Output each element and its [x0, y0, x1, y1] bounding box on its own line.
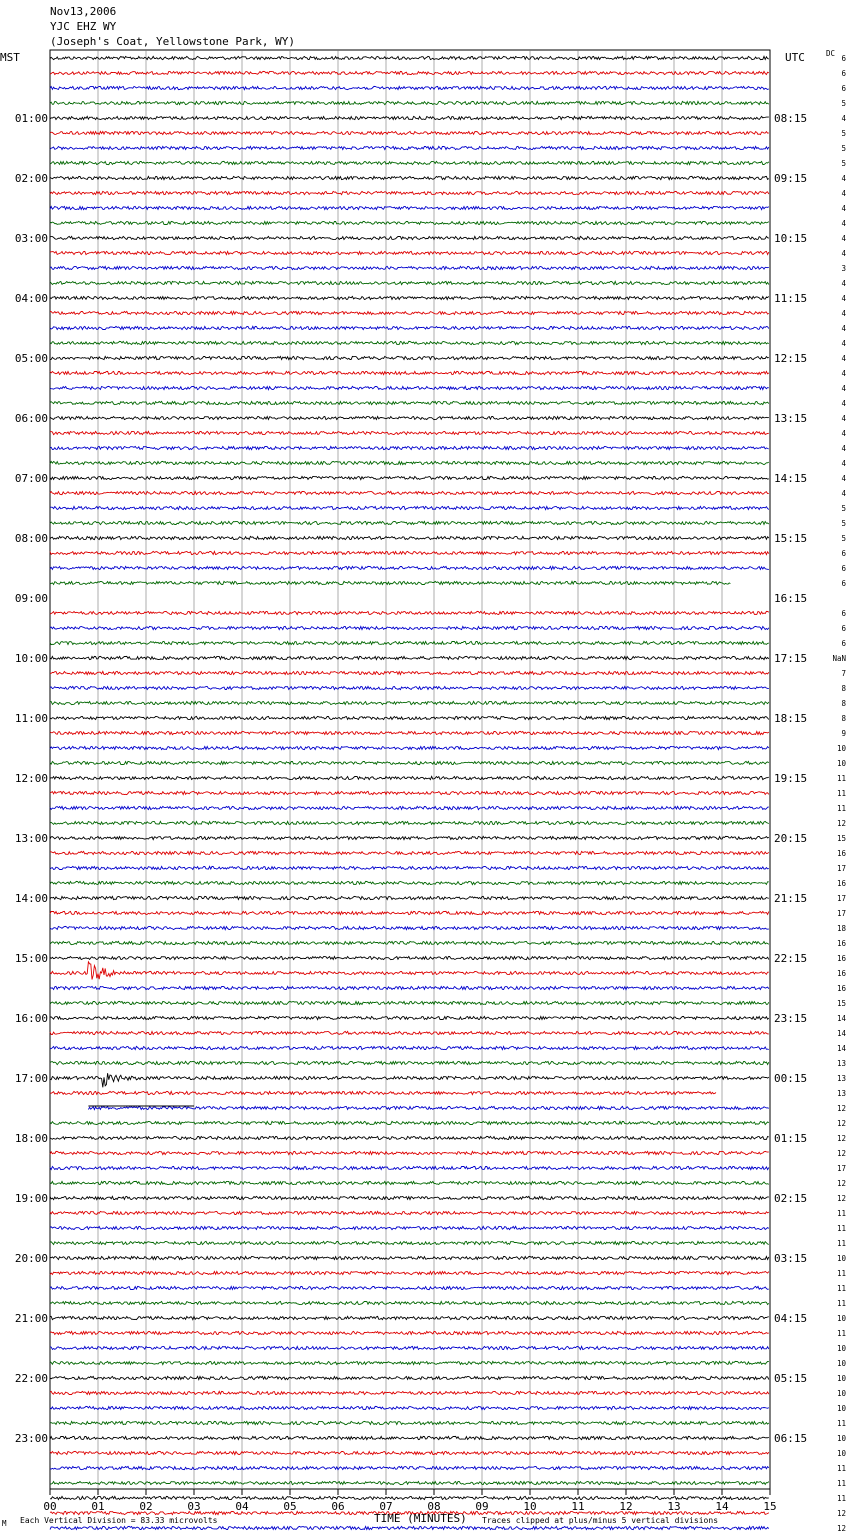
trace-line-35	[50, 581, 730, 584]
clip-note: Traces clipped at plus/minus 5 vertical divisions	[482, 1516, 719, 1525]
left-hour-label-04:00: 04:00	[14, 292, 48, 305]
dc-offset-label-46: 10	[836, 744, 846, 753]
left-hour-label-20:00: 20:00	[14, 1252, 48, 1265]
dc-offset-label-55: 16	[836, 879, 846, 888]
trace-line-63	[50, 1001, 769, 1004]
trace-line-89	[50, 1391, 769, 1394]
trace-line-75	[50, 1181, 769, 1184]
trace-line-88	[50, 1376, 769, 1379]
dc-offset-label-84: 10	[836, 1314, 846, 1323]
trace-line-38	[50, 626, 769, 629]
dc-offset-label-41: 7	[841, 669, 846, 678]
trace-line-90	[50, 1406, 769, 1409]
dc-offset-label-97: 12	[836, 1509, 846, 1518]
right-hour-label-15:15: 15:15	[774, 532, 808, 545]
left-hour-label-16:00: 16:00	[14, 1012, 48, 1025]
dc-offset-label-54: 17	[836, 864, 846, 873]
dc-offset-label-51: 12	[836, 819, 846, 828]
dc-offset-label-93: 10	[836, 1449, 846, 1458]
dc-offset-label-94: 11	[836, 1464, 846, 1473]
left-hour-label-08:00: 08:00	[14, 532, 48, 545]
left-hour-label-18:00: 18:00	[14, 1132, 48, 1145]
trace-line-16	[50, 296, 769, 299]
trace-line-45	[50, 731, 769, 734]
dc-offset-label-28: 4	[841, 474, 846, 483]
dc-offset-label-70: 12	[836, 1104, 846, 1113]
dc-offset-label-49: 11	[836, 789, 846, 798]
dc-offset-label-24: 4	[841, 414, 846, 423]
trace-line-67	[50, 1061, 769, 1064]
trace-line-3	[50, 101, 769, 104]
trace-line-8	[50, 176, 769, 179]
left-hour-label-09:00: 09:00	[14, 592, 48, 605]
right-hour-label-20:15: 20:15	[774, 832, 808, 845]
dc-offset-label-85: 11	[836, 1329, 846, 1338]
left-hour-label-07:00: 07:00	[14, 472, 48, 485]
dc-offset-label-42: 8	[841, 684, 846, 693]
trace-line-46	[50, 746, 769, 749]
dc-offset-label-2: 6	[841, 84, 846, 93]
trace-line-96	[50, 1496, 769, 1499]
x-tick-label-09: 09	[475, 1500, 489, 1513]
right-hour-label-19:15: 19:15	[774, 772, 808, 785]
dc-offset-label-17: 4	[841, 309, 846, 318]
dc-label: DC	[826, 49, 836, 58]
dc-offset-label-34: 6	[841, 564, 846, 573]
dc-offset-label-82: 11	[836, 1284, 846, 1293]
trace-line-52	[50, 836, 769, 839]
trace-line-25	[50, 431, 769, 434]
right-hour-label-10:15: 10:15	[774, 232, 808, 245]
right-axis-label: UTC	[785, 51, 805, 64]
dc-offset-label-80: 10	[836, 1254, 846, 1263]
trace-line-43	[50, 701, 769, 704]
dc-offset-label-68: 13	[836, 1074, 846, 1083]
dc-offset-label-88: 10	[836, 1374, 846, 1383]
dc-offset-label-22: 4	[841, 384, 846, 393]
trace-line-37	[50, 611, 769, 614]
dc-offset-label-21: 4	[841, 369, 846, 378]
trace-line-77	[50, 1211, 769, 1214]
dc-offset-label-40: NaN	[832, 654, 846, 663]
right-hour-label-13:15: 13:15	[774, 412, 808, 425]
dc-offset-label-58: 18	[836, 924, 846, 933]
dc-offset-label-26: 4	[841, 444, 846, 453]
dc-offset-label-50: 11	[836, 804, 846, 813]
trace-line-11	[50, 221, 769, 224]
dc-offset-label-25: 4	[841, 429, 846, 438]
left-hour-label-11:00: 11:00	[14, 712, 48, 725]
trace-line-92	[50, 1436, 769, 1439]
trace-line-56	[50, 896, 769, 899]
trace-line-2	[50, 86, 769, 89]
x-tick-label-14: 14	[715, 1500, 729, 1513]
trace-line-93	[50, 1451, 769, 1454]
trace-line-39	[50, 641, 769, 644]
trace-line-1	[50, 71, 769, 74]
dc-offset-label-23: 4	[841, 399, 846, 408]
trace-line-66	[50, 1046, 769, 1049]
right-hour-label-03:15: 03:15	[774, 1252, 808, 1265]
x-tick-label-03: 03	[187, 1500, 201, 1513]
trace-line-9	[50, 191, 769, 194]
dc-offset-label-45: 9	[841, 729, 846, 738]
left-hour-label-06:00: 06:00	[14, 412, 48, 425]
dc-offset-label-74: 17	[836, 1164, 846, 1173]
x-tick-label-10: 10	[523, 1500, 537, 1513]
trace-line-29	[50, 491, 769, 494]
trace-line-81	[50, 1271, 769, 1274]
dc-offset-label-38: 6	[841, 624, 846, 633]
trace-line-82	[50, 1286, 769, 1289]
dc-offset-label-78: 11	[836, 1224, 846, 1233]
dc-offset-label-13: 4	[841, 249, 846, 258]
dc-offset-label-43: 8	[841, 699, 846, 708]
dc-offset-label-33: 6	[841, 549, 846, 558]
trace-line-62	[50, 986, 769, 989]
left-hour-label-01:00: 01:00	[14, 112, 48, 125]
dc-offset-label-30: 5	[841, 504, 846, 513]
x-tick-label-08: 08	[427, 1500, 441, 1513]
trace-line-55	[50, 881, 769, 884]
dc-offset-label-8: 4	[841, 174, 846, 183]
trace-line-60	[50, 956, 769, 959]
trace-line-83	[50, 1301, 769, 1304]
dc-offset-label-76: 12	[836, 1194, 846, 1203]
trace-line-19	[50, 341, 769, 344]
trace-line-64	[50, 1016, 769, 1019]
trace-line-4	[50, 116, 769, 119]
dc-offset-label-5: 5	[841, 129, 846, 138]
right-hour-label-08:15: 08:15	[774, 112, 808, 125]
dc-offset-label-57: 17	[836, 909, 846, 918]
dc-offset-label-59: 16	[836, 939, 846, 948]
x-tick-label-02: 02	[139, 1500, 153, 1513]
x-tick-label-15: 15	[763, 1500, 777, 1513]
dc-offset-label-89: 10	[836, 1389, 846, 1398]
dc-offset-label-71: 12	[836, 1119, 846, 1128]
trace-line-10	[50, 206, 769, 209]
dc-offset-label-53: 16	[836, 849, 846, 858]
trace-line-68	[50, 1073, 769, 1087]
trace-line-23	[50, 401, 769, 404]
dc-offset-label-3: 5	[841, 99, 846, 108]
dc-offset-label-14: 3	[841, 264, 846, 273]
trace-line-41	[50, 671, 769, 674]
dc-offset-label-4: 4	[841, 114, 846, 123]
dc-offset-label-60: 16	[836, 954, 846, 963]
trace-line-47	[50, 761, 769, 764]
dc-offset-label-65: 14	[836, 1029, 846, 1038]
dc-offset-label-10: 4	[841, 204, 846, 213]
x-tick-label-04: 04	[235, 1500, 249, 1513]
header-location: (Joseph's Coat, Yellowstone Park, WY)	[50, 35, 296, 48]
right-hour-label-02:15: 02:15	[774, 1192, 808, 1205]
dc-offset-label-31: 5	[841, 519, 846, 528]
dc-offset-label-44: 8	[841, 714, 846, 723]
x-tick-label-01: 01	[91, 1500, 105, 1513]
trace-line-32	[50, 536, 769, 539]
left-hour-label-05:00: 05:00	[14, 352, 48, 365]
dc-offset-label-32: 5	[841, 534, 846, 543]
trace-line-54	[50, 866, 769, 869]
trace-line-53	[50, 851, 769, 854]
trace-line-95	[50, 1481, 769, 1484]
trace-line-15	[50, 281, 769, 284]
trace-line-87	[50, 1361, 769, 1364]
trace-line-7	[50, 161, 769, 164]
dc-offset-label-79: 11	[836, 1239, 846, 1248]
right-hour-label-14:15: 14:15	[774, 472, 808, 485]
trace-line-30	[50, 506, 769, 509]
dc-offset-label-86: 10	[836, 1344, 846, 1353]
left-hour-label-22:00: 22:00	[14, 1372, 48, 1385]
right-hour-label-18:15: 18:15	[774, 712, 808, 725]
dc-offset-label-35: 6	[841, 579, 846, 588]
trace-line-22	[50, 386, 769, 389]
right-hour-label-22:15: 22:15	[774, 952, 808, 965]
right-hour-label-06:15: 06:15	[774, 1432, 808, 1445]
x-axis-title: TIME (MINUTES)	[374, 1512, 467, 1525]
x-tick-label-11: 11	[571, 1500, 585, 1513]
trace-line-91	[50, 1421, 769, 1424]
right-hour-label-09:15: 09:15	[774, 172, 808, 185]
dc-offset-label-73: 12	[836, 1149, 846, 1158]
trace-line-33	[50, 551, 769, 554]
scale-note: Each Vertical Division = 83.33 microvolts	[20, 1516, 218, 1525]
x-tick-label-05: 05	[283, 1500, 297, 1513]
trace-line-79	[50, 1241, 769, 1244]
trace-line-0	[50, 56, 769, 59]
trace-line-42	[50, 686, 769, 689]
dc-offset-label-52: 15	[836, 834, 846, 843]
trace-line-70	[88, 1106, 768, 1109]
trace-line-34	[50, 566, 769, 569]
dc-offset-label-64: 14	[836, 1014, 846, 1023]
header-station: YJC EHZ WY	[50, 20, 117, 33]
dc-offset-label-39: 6	[841, 639, 846, 648]
right-hour-label-12:15: 12:15	[774, 352, 808, 365]
trace-line-12	[50, 236, 769, 239]
trace-line-78	[50, 1226, 769, 1229]
trace-line-44	[50, 716, 769, 719]
header-date: Nov13,2006	[50, 5, 117, 18]
minute-gridlines	[50, 50, 770, 1495]
trace-line-98	[50, 1526, 769, 1529]
right-hour-label-11:15: 11:15	[774, 292, 808, 305]
dc-offset-label-92: 10	[836, 1434, 846, 1443]
left-hour-label-21:00: 21:00	[14, 1312, 48, 1325]
trace-line-24	[50, 416, 769, 419]
x-tick-label-13: 13	[667, 1500, 681, 1513]
trace-line-69	[50, 1091, 716, 1094]
trace-line-40	[50, 656, 769, 659]
trace-line-85	[50, 1331, 769, 1334]
dc-offset-label-27: 4	[841, 459, 846, 468]
dc-offset-label-1: 6	[841, 69, 846, 78]
trace-line-5	[50, 131, 769, 134]
dc-offset-label-48: 11	[836, 774, 846, 783]
dc-offset-label-83: 11	[836, 1299, 846, 1308]
dc-offset-label-72: 12	[836, 1134, 846, 1143]
dc-offset-label-0: 6	[841, 54, 846, 63]
trace-line-6	[50, 146, 769, 149]
dc-offset-label-9: 4	[841, 189, 846, 198]
left-hour-label-14:00: 14:00	[14, 892, 48, 905]
trace-line-76	[50, 1196, 769, 1199]
trace-line-28	[50, 476, 769, 479]
right-hour-label-01:15: 01:15	[774, 1132, 808, 1145]
dc-offset-label-87: 10	[836, 1359, 846, 1368]
dc-offset-label-47: 10	[836, 759, 846, 768]
dc-offset-label-16: 4	[841, 294, 846, 303]
dc-offset-label-77: 11	[836, 1209, 846, 1218]
dc-offset-label-66: 14	[836, 1044, 846, 1053]
dc-offset-label-90: 10	[836, 1404, 846, 1413]
left-hour-label-13:00: 13:00	[14, 832, 48, 845]
dc-offset-label-11: 4	[841, 219, 846, 228]
trace-line-49	[50, 791, 769, 794]
right-hour-label-17:15: 17:15	[774, 652, 808, 665]
trace-line-18	[50, 326, 769, 329]
dc-offset-label-61: 16	[836, 969, 846, 978]
dc-offset-label-29: 4	[841, 489, 846, 498]
dc-offset-label-20: 4	[841, 354, 846, 363]
trace-line-80	[50, 1256, 769, 1259]
trace-line-17	[50, 311, 769, 314]
right-hour-label-05:15: 05:15	[774, 1372, 808, 1385]
trace-line-21	[50, 371, 769, 374]
trace-line-20	[50, 356, 769, 359]
trace-line-14	[50, 266, 769, 269]
dc-offset-label-18: 4	[841, 324, 846, 333]
right-hour-label-04:15: 04:15	[774, 1312, 808, 1325]
dc-offset-label-96: 11	[836, 1494, 846, 1503]
right-hour-label-23:15: 23:15	[774, 1012, 808, 1025]
dc-offset-label-81: 11	[836, 1269, 846, 1278]
dc-offset-label-56: 17	[836, 894, 846, 903]
trace-line-74	[50, 1166, 769, 1169]
x-tick-label-07: 07	[379, 1500, 393, 1513]
trace-group	[50, 56, 769, 1534]
right-hour-label-00:15: 00:15	[774, 1072, 808, 1085]
trace-line-65	[50, 1031, 769, 1034]
left-hour-label-02:00: 02:00	[14, 172, 48, 185]
trace-line-48	[50, 776, 769, 779]
trace-line-84	[50, 1316, 769, 1319]
x-tick-label-06: 06	[331, 1500, 345, 1513]
trace-line-51	[50, 821, 769, 824]
dc-offset-label-63: 15	[836, 999, 846, 1008]
trace-line-73	[50, 1151, 769, 1154]
dc-offset-label-75: 12	[836, 1179, 846, 1188]
left-hour-label-23:00: 23:00	[14, 1432, 48, 1445]
trace-line-57	[50, 911, 769, 914]
trace-line-72	[50, 1136, 769, 1139]
trace-line-61	[50, 962, 769, 980]
dc-offset-label-95: 11	[836, 1479, 846, 1488]
dc-offset-label-67: 13	[836, 1059, 846, 1068]
dc-offset-label-7: 5	[841, 159, 846, 168]
dc-offset-label-37: 6	[841, 609, 846, 618]
left-hour-label-15:00: 15:00	[14, 952, 48, 965]
trace-line-71	[50, 1121, 769, 1124]
dc-offset-label-91: 11	[836, 1419, 846, 1428]
dc-offset-label-62: 16	[836, 984, 846, 993]
left-hour-label-19:00: 19:00	[14, 1192, 48, 1205]
dc-offset-label-98: 12	[836, 1524, 846, 1533]
trace-line-94	[50, 1466, 769, 1469]
left-hour-label-17:00: 17:00	[14, 1072, 48, 1085]
dc-offset-label-19: 4	[841, 339, 846, 348]
trace-line-59	[50, 941, 769, 944]
x-tick-label-12: 12	[619, 1500, 633, 1513]
right-hour-label-21:15: 21:15	[774, 892, 808, 905]
dc-offset-label-12: 4	[841, 234, 846, 243]
trace-line-13	[50, 251, 769, 254]
dc-offset-label-6: 5	[841, 144, 846, 153]
dc-offset-label-69: 13	[836, 1089, 846, 1098]
corner-mark: M	[2, 1519, 7, 1528]
left-hour-label-10:00: 10:00	[14, 652, 48, 665]
right-hour-label-16:15: 16:15	[774, 592, 808, 605]
dc-offset-label-15: 4	[841, 279, 846, 288]
trace-line-50	[50, 806, 769, 809]
left-axis-label: MST	[0, 51, 20, 64]
trace-line-27	[50, 461, 769, 464]
left-hour-label-03:00: 03:00	[14, 232, 48, 245]
trace-line-86	[50, 1346, 769, 1349]
trace-line-26	[50, 446, 769, 449]
x-tick-label-00: 00	[43, 1500, 57, 1513]
trace-line-58	[50, 926, 769, 929]
left-hour-label-12:00: 12:00	[14, 772, 48, 785]
trace-line-31	[50, 521, 769, 524]
